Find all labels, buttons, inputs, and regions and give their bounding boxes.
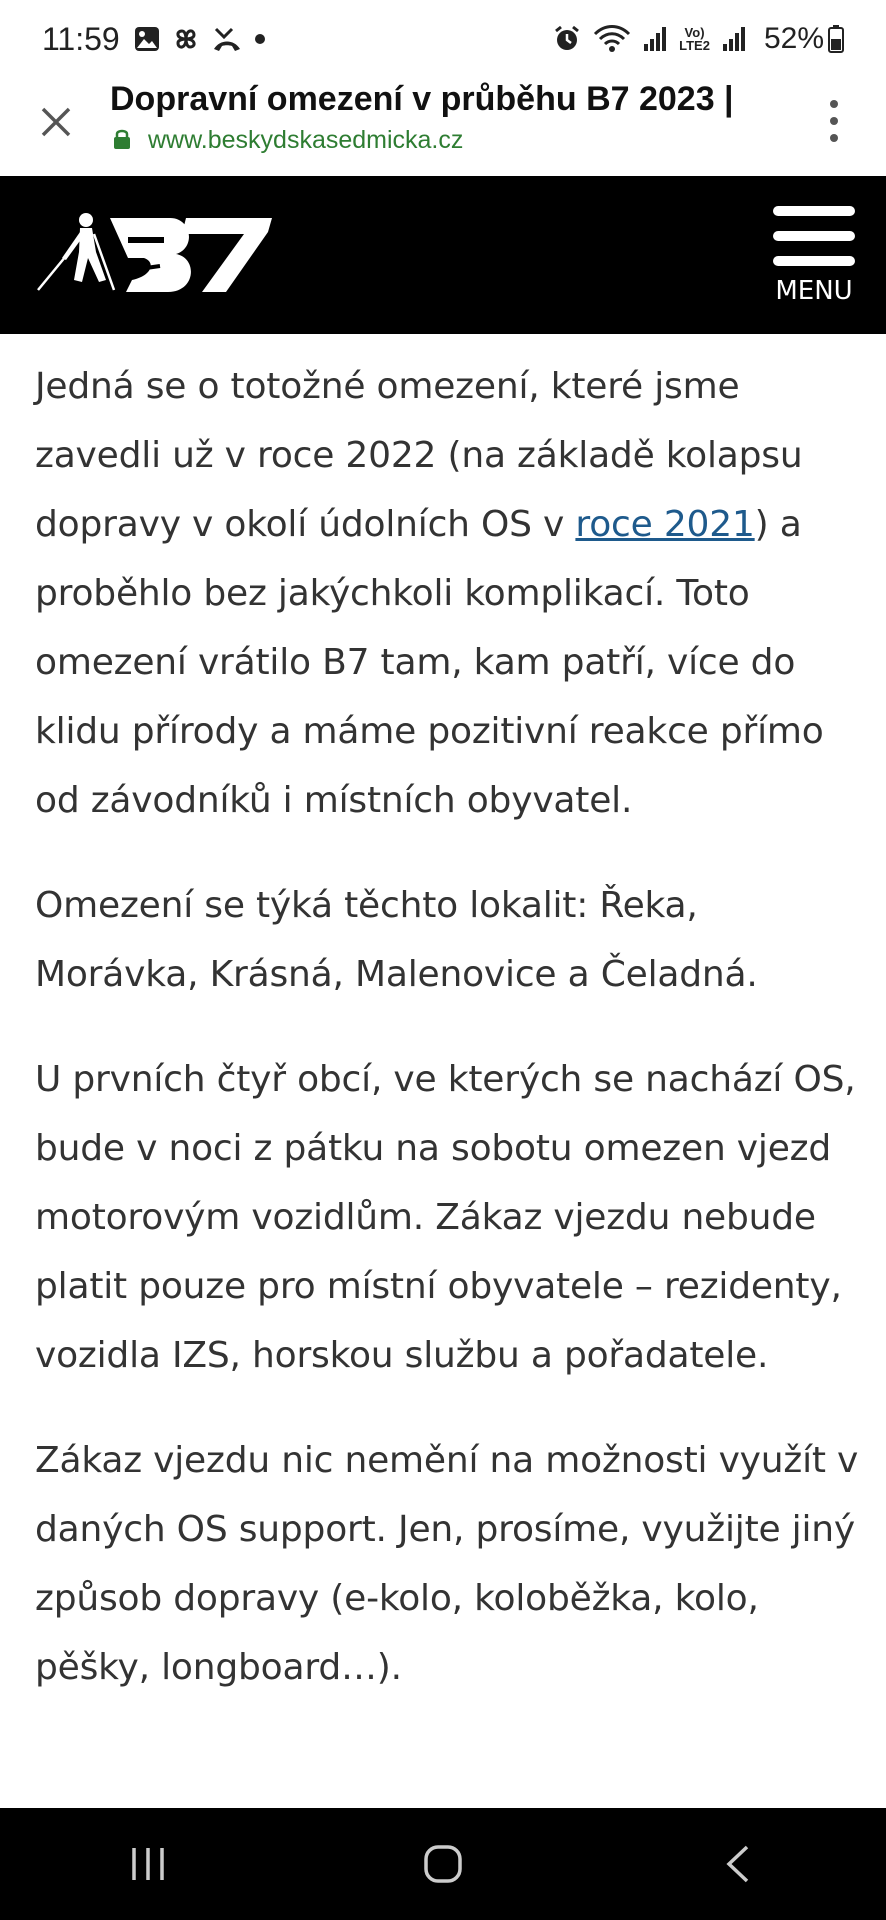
- status-time: 11:59: [42, 20, 120, 57]
- battery-percent: 52%: [763, 22, 824, 55]
- recent-apps-icon[interactable]: [108, 1824, 188, 1904]
- status-bar: [0, 0, 886, 78]
- page-title: Dopravní omezení v průběhu B7 2023 |: [110, 80, 734, 118]
- image-icon: [134, 26, 160, 52]
- menu-button[interactable]: [764, 206, 864, 306]
- paragraph-2: Omezení se týká těchto lokalit: Řeka, Morávka, Krásná, Malenovice a Čeladná.: [35, 885, 758, 995]
- url-text: www.beskydskasedmicka.cz: [148, 126, 464, 154]
- lock-icon: [112, 128, 132, 154]
- b7-logo[interactable]: [36, 206, 286, 302]
- hamburger-icon: [773, 206, 855, 266]
- paragraph-1-start: Jedná se o totožné omezení, které jsme zavedli už v roce 2022 (na základě kolapsu dopravy v okolí údolních OS v: [35, 366, 803, 545]
- close-icon[interactable]: [38, 104, 74, 140]
- back-icon[interactable]: [698, 1824, 778, 1904]
- menu-label: MENU: [775, 276, 853, 306]
- paragraph-4: Zákaz vjezdu nic nemění na možnosti využít v daných OS support. Jen, prosíme, využijte jiný způsob dopravy (e-kolo, koloběžka, kolo, pěšky, longboard…).: [35, 1440, 859, 1688]
- pinwheel-icon: [172, 25, 200, 53]
- navigation-bar: [0, 1808, 886, 1920]
- url-display[interactable]: [112, 126, 463, 155]
- volte-prefix: Vo): [684, 25, 705, 40]
- site-header: [0, 176, 886, 334]
- alarm-icon: [553, 25, 581, 53]
- signal-icon: [643, 26, 667, 52]
- dot-icon: [254, 33, 266, 45]
- status-right: [553, 22, 844, 56]
- custom-tab-toolbar: [0, 78, 886, 176]
- signal-icon: [722, 26, 746, 52]
- volte-icon: [679, 26, 710, 52]
- missed-call-icon: [212, 25, 242, 53]
- article-content: [35, 352, 860, 1738]
- link-roce-2021[interactable]: roce 2021: [575, 504, 755, 545]
- paragraph-3: U prvních čtyř obcí, ve kterých se nachází OS, bude v noci z pátku na sobotu omezen vjezd motorovým vozidlům. Zákaz vjezdu nebude platit pouze pro místní obyvatele – rezidenty, vozidla IZS, horskou službu a pořadatele.: [35, 1059, 856, 1376]
- battery-icon: [828, 25, 844, 53]
- paragraph-1: [35, 352, 860, 835]
- network-type: LTE2: [679, 38, 710, 53]
- paragraph-1-end: ) a proběhlo bez jakýchkoli komplikací. Toto omezení vrátilo B7 tam, kam patří, více do klidu přírody a máme pozitivní reakce přímo od závodníků i místních obyvatel.: [35, 504, 824, 821]
- wifi-icon: [593, 24, 631, 54]
- home-icon[interactable]: [403, 1824, 483, 1904]
- status-left: [42, 21, 278, 58]
- more-options-icon[interactable]: [826, 100, 842, 142]
